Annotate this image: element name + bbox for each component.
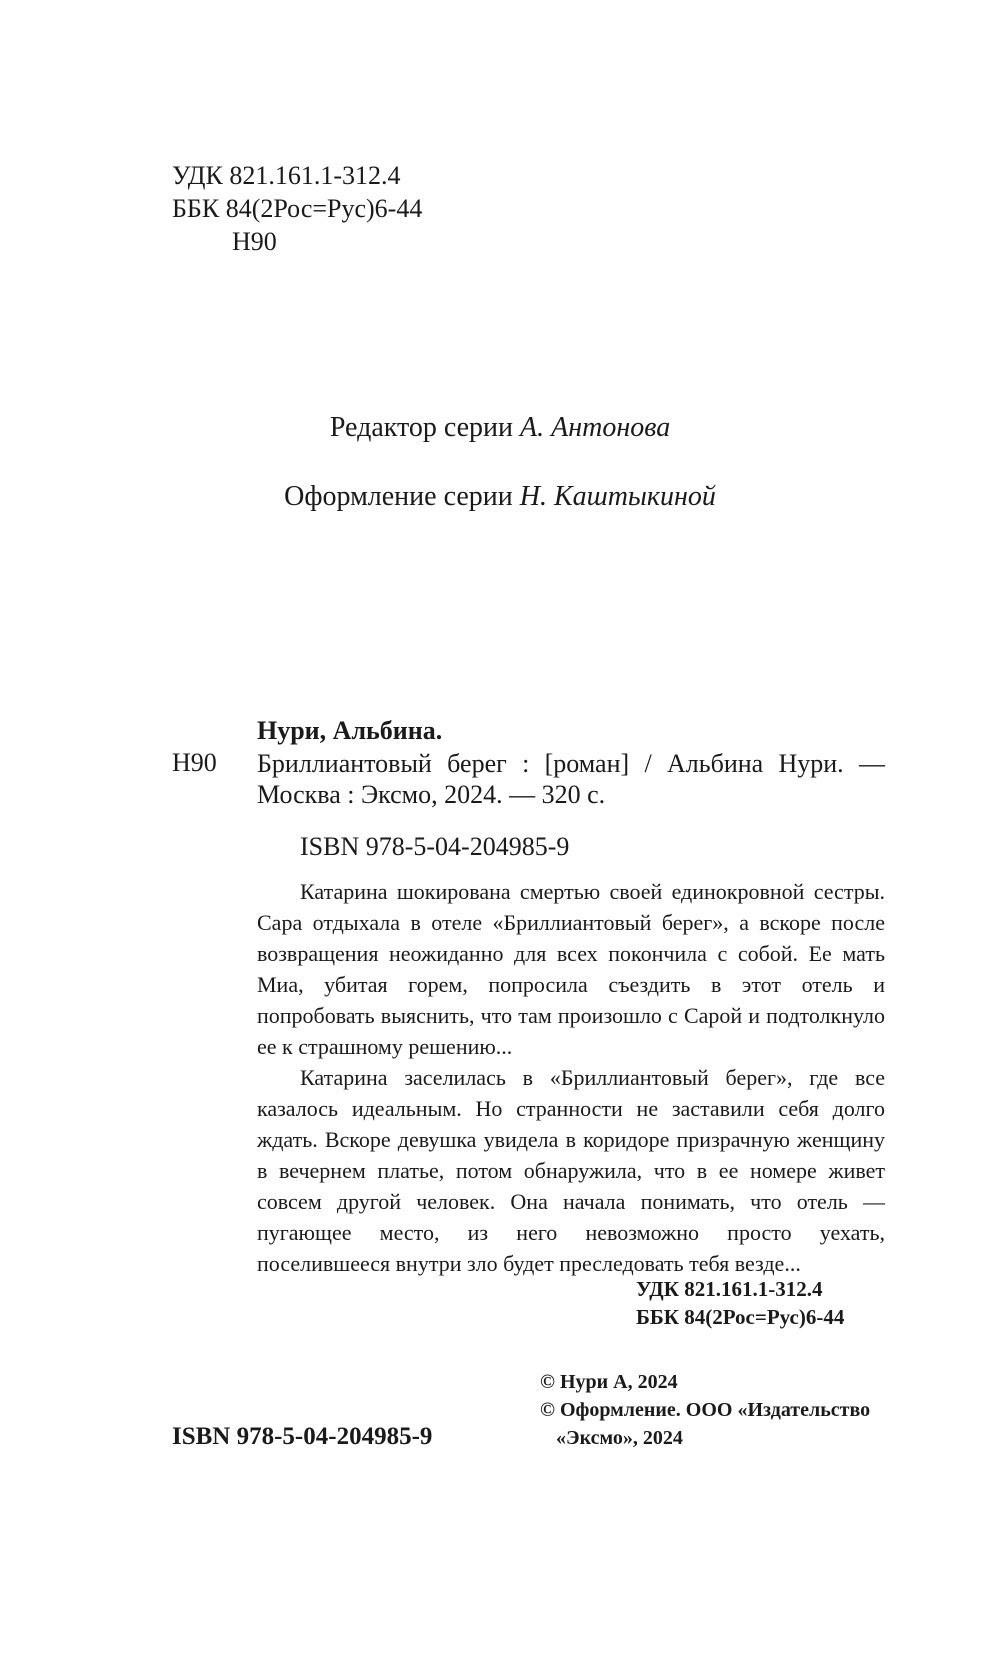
bibliographic-author-code: Н90	[172, 748, 217, 777]
udk-code-bottom: УДК 821.161.1-312.4	[636, 1277, 823, 1301]
author-code-top: Н90	[232, 227, 277, 256]
series-design-label: Оформление серии	[284, 481, 513, 512]
series-design-name: Н. Каштыкиной	[519, 481, 716, 512]
bibliographic-description: Бриллиантовый берег : [роман] / Альбина Нури. — Москва : Эксмо, 2024. — 320 с.	[257, 749, 885, 809]
series-design	[0, 480, 1000, 514]
bibliographic-isbn: ISBN 978-5-04-204985-9	[300, 832, 570, 861]
bbk-code-bottom: ББК 84(2Рос=Рус)6-44	[636, 1305, 845, 1329]
series-editor-name: А. Антонова	[520, 412, 671, 443]
series-editor-label: Редактор серии	[329, 412, 514, 443]
udk-code-top: УДК 821.161.1-312.4	[172, 161, 401, 190]
copyright-author: © Нури А, 2024	[540, 1371, 678, 1393]
copyright-design: © Оформление. ООО «Издательство	[540, 1399, 871, 1421]
annotation-paragraph: Катарина заселилась в «Бриллиантовый берег», где все казалось идеальным. Но странности не заставили себя долго ждать. Вскоре девушка увидела в коридоре призрачную женщину в вечернем платье, потом обнаружила, что в ее номере живет совсем другой человек. Она начала понимать, что отель — пугающее место, из него невозможно просто уехать, поселившееся внутри зло будет преследовать тебя везде...	[257, 1065, 885, 1276]
isbn-bottom: ISBN 978-5-04-204985-9	[172, 1423, 433, 1450]
annotation	[257, 876, 885, 1279]
bbk-code-top: ББК 84(2Рос=Рус)6-44	[172, 194, 423, 223]
annotation-paragraph: Катарина шокирована смертью своей единокровной сестры. Сара отдыхала в отеле «Бриллиантовый берег», а вскоре после возвращения неожиданно для всех покончила с собой. Ее мать Миа, убитая горем, попросила съездить в этот отель и попробовать выяснить, что там произошло с Сарой и подтолкнуло ее к страшному решению...	[257, 879, 885, 1059]
copyright-block	[540, 1368, 900, 1452]
bibliographic-author: Нури, Альбина.	[257, 716, 443, 745]
copyright-design-continued: «Эксмо», 2024	[556, 1427, 683, 1449]
series-editor	[0, 411, 1000, 445]
